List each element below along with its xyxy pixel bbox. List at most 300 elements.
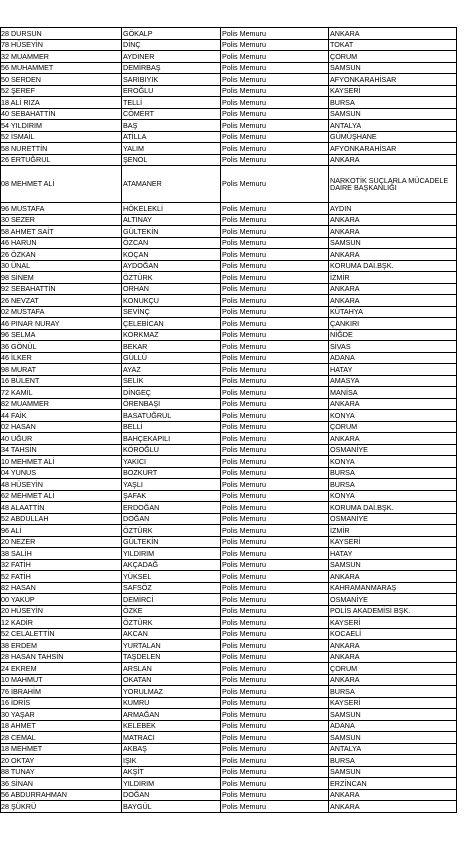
name-cell: 08 MEHMET ALİ: [1, 166, 122, 203]
unit-cell: KOCAELİ: [329, 628, 457, 640]
table-row: [1, 651, 457, 663]
table-row: [1, 444, 457, 456]
surname-cell: BASATUĞRUL: [122, 410, 221, 422]
table-row: [1, 203, 457, 215]
surname-cell: ATAMANER: [122, 166, 221, 203]
table-row: [1, 375, 457, 387]
unit-cell: ANKARA: [329, 249, 457, 261]
unit-cell: ÇORUM: [329, 421, 457, 433]
surname-cell: TAŞDELEN: [122, 651, 221, 663]
unit-cell: HATAY: [329, 364, 457, 376]
table-body: [1, 28, 457, 813]
name-cell: 30 YAŞAR: [1, 709, 122, 721]
title-cell: Polis Memuru: [221, 732, 329, 744]
surname-cell: MATRACI: [122, 732, 221, 744]
surname-cell: ORHAN: [122, 283, 221, 295]
title-cell: Polis Memuru: [221, 51, 329, 63]
surname-cell: ARMAĞAN: [122, 709, 221, 721]
name-cell: 54 YILDIRIM: [1, 120, 122, 132]
table-row: [1, 226, 457, 238]
surname-cell: DEMİRBAŞ: [122, 62, 221, 74]
unit-cell: SAMSUN: [329, 732, 457, 744]
title-cell: Polis Memuru: [221, 559, 329, 571]
unit-cell: NİĞDE: [329, 329, 457, 341]
table-row: [1, 237, 457, 249]
unit-cell: İZMİR: [329, 272, 457, 284]
table-row: [1, 410, 457, 422]
unit-cell: KAYSERİ: [329, 697, 457, 709]
surname-cell: DOĞAN: [122, 789, 221, 801]
unit-cell: AFYONKARAHİSAR: [329, 143, 457, 155]
unit-cell: ADANA: [329, 352, 457, 364]
table-row: [1, 120, 457, 132]
surname-cell: YILDIRIM: [122, 778, 221, 790]
table-row: [1, 387, 457, 399]
unit-cell: HATAY: [329, 548, 457, 560]
title-cell: Polis Memuru: [221, 306, 329, 318]
name-cell: 58 AHMET SAİT: [1, 226, 122, 238]
title-cell: Polis Memuru: [221, 536, 329, 548]
name-cell: 30 SEZER: [1, 214, 122, 226]
name-cell: 18 AHMET: [1, 720, 122, 732]
unit-cell: KAYSERİ: [329, 617, 457, 629]
unit-cell: SAMSUN: [329, 559, 457, 571]
table-row: [1, 329, 457, 341]
name-cell: 26 ERTUĞRUL: [1, 154, 122, 166]
table-row: [1, 214, 457, 226]
unit-cell: AMASYA: [329, 375, 457, 387]
name-cell: 18 ALİ RIZA: [1, 97, 122, 109]
table-row: [1, 479, 457, 491]
title-cell: Polis Memuru: [221, 525, 329, 537]
title-cell: Polis Memuru: [221, 260, 329, 272]
unit-cell: ANTALYA: [329, 120, 457, 132]
name-cell: 30 ÜNAL: [1, 260, 122, 272]
name-cell: 40 UĞUR: [1, 433, 122, 445]
unit-cell: ADANA: [329, 720, 457, 732]
surname-cell: IŞIK: [122, 755, 221, 767]
table-row: [1, 686, 457, 698]
title-cell: Polis Memuru: [221, 166, 329, 203]
table-row: [1, 467, 457, 479]
title-cell: Polis Memuru: [221, 74, 329, 86]
table-row: [1, 559, 457, 571]
title-cell: Polis Memuru: [221, 154, 329, 166]
title-cell: Polis Memuru: [221, 743, 329, 755]
surname-cell: ÇELEBİCAN: [122, 318, 221, 330]
unit-cell: ANKARA: [329, 295, 457, 307]
name-cell: 18 MEHMET: [1, 743, 122, 755]
table-row: [1, 295, 457, 307]
surname-cell: KOÇAN: [122, 249, 221, 261]
title-cell: Polis Memuru: [221, 789, 329, 801]
surname-cell: BELLİ: [122, 421, 221, 433]
unit-cell: KORUMA DAİ.BŞK.: [329, 260, 457, 272]
name-cell: 88 TUNAY: [1, 766, 122, 778]
unit-cell: SAMSUN: [329, 709, 457, 721]
surname-cell: ŞAFAK: [122, 490, 221, 502]
table-row: [1, 743, 457, 755]
name-cell: 28 ŞÜKRÜ: [1, 801, 122, 813]
surname-cell: DEMİRCİ: [122, 594, 221, 606]
surname-cell: AKBAŞ: [122, 743, 221, 755]
unit-cell: TOKAT: [329, 39, 457, 51]
name-cell: 28 CEMAL: [1, 732, 122, 744]
title-cell: Polis Memuru: [221, 85, 329, 97]
surname-cell: AKCAN: [122, 628, 221, 640]
unit-cell: ANKARA: [329, 283, 457, 295]
surname-cell: AYDOĞAN: [122, 260, 221, 272]
unit-cell: AYDIN: [329, 203, 457, 215]
surname-cell: OKATAN: [122, 674, 221, 686]
table-row: [1, 306, 457, 318]
surname-cell: ÖZCAN: [122, 237, 221, 249]
title-cell: Polis Memuru: [221, 801, 329, 813]
title-cell: Polis Memuru: [221, 283, 329, 295]
unit-cell: ANKARA: [329, 433, 457, 445]
name-cell: 82 HASAN: [1, 582, 122, 594]
title-cell: Polis Memuru: [221, 582, 329, 594]
surname-cell: BAŞ: [122, 120, 221, 132]
table-row: [1, 352, 457, 364]
unit-cell: AFYONKARAHİSAR: [329, 74, 457, 86]
surname-cell: CÖMERT: [122, 108, 221, 120]
name-cell: 38 SALİH: [1, 548, 122, 560]
surname-cell: DOĞAN: [122, 513, 221, 525]
title-cell: Polis Memuru: [221, 502, 329, 514]
table-row: [1, 74, 457, 86]
surname-cell: SARIBIYIK: [122, 74, 221, 86]
name-cell: 92 SEBAHATTİN: [1, 283, 122, 295]
table-row: [1, 594, 457, 606]
title-cell: Polis Memuru: [221, 766, 329, 778]
name-cell: 50 SERDEN: [1, 74, 122, 86]
table-row: [1, 398, 457, 410]
table-row: [1, 28, 457, 40]
title-cell: Polis Memuru: [221, 755, 329, 767]
unit-cell: KÜTAHYA: [329, 306, 457, 318]
title-cell: Polis Memuru: [221, 548, 329, 560]
unit-cell: SİVAS: [329, 341, 457, 353]
surname-cell: BAHÇEKAPILI: [122, 433, 221, 445]
title-cell: Polis Memuru: [221, 410, 329, 422]
table-row: [1, 571, 457, 583]
name-cell: 56 ABDURRAHMAN: [1, 789, 122, 801]
surname-cell: ÖRENBAŞI: [122, 398, 221, 410]
title-cell: Polis Memuru: [221, 329, 329, 341]
surname-cell: DİNÇ: [122, 39, 221, 51]
unit-cell: ANKARA: [329, 674, 457, 686]
surname-cell: ÖZTÜRK: [122, 617, 221, 629]
name-cell: 20 OKTAY: [1, 755, 122, 767]
title-cell: Polis Memuru: [221, 709, 329, 721]
unit-cell: ANKARA: [329, 789, 457, 801]
unit-cell: KONYA: [329, 410, 457, 422]
unit-cell: OSMANİYE: [329, 444, 457, 456]
name-cell: 98 SİNEM: [1, 272, 122, 284]
name-cell: 96 MUSTAFA: [1, 203, 122, 215]
surname-cell: ÖZTÜRK: [122, 272, 221, 284]
unit-cell: POLİS AKADEMİSİ BŞK.: [329, 605, 457, 617]
unit-cell: MANİSA: [329, 387, 457, 399]
name-cell: 52 ABDULLAH: [1, 513, 122, 525]
surname-cell: SEVİNÇ: [122, 306, 221, 318]
title-cell: Polis Memuru: [221, 272, 329, 284]
unit-cell: ÇANKIRI: [329, 318, 457, 330]
table-row: [1, 605, 457, 617]
unit-cell: ANKARA: [329, 154, 457, 166]
table-row: [1, 617, 457, 629]
table-row: [1, 272, 457, 284]
name-cell: 28 HASAN TAHSİN: [1, 651, 122, 663]
title-cell: Polis Memuru: [221, 513, 329, 525]
name-cell: 34 TAHSİN: [1, 444, 122, 456]
title-cell: Polis Memuru: [221, 663, 329, 675]
personnel-table: [0, 27, 457, 813]
title-cell: Polis Memuru: [221, 352, 329, 364]
title-cell: Polis Memuru: [221, 674, 329, 686]
surname-cell: ŞENOL: [122, 154, 221, 166]
unit-cell: BURSA: [329, 97, 457, 109]
title-cell: Polis Memuru: [221, 364, 329, 376]
name-cell: 00 YAKUP: [1, 594, 122, 606]
unit-cell: GÜMÜŞHANE: [329, 131, 457, 143]
name-cell: 38 ERDEM: [1, 640, 122, 652]
title-cell: Polis Memuru: [221, 467, 329, 479]
name-cell: 28 DURSUN: [1, 28, 122, 40]
name-cell: 52 FATİH: [1, 571, 122, 583]
name-cell: 56 MUHAMMET: [1, 62, 122, 74]
surname-cell: YORULMAZ: [122, 686, 221, 698]
unit-cell: KONYA: [329, 456, 457, 468]
name-cell: 40 SEBAHATTİN: [1, 108, 122, 120]
name-cell: 02 MUSTAFA: [1, 306, 122, 318]
title-cell: Polis Memuru: [221, 594, 329, 606]
name-cell: 46 HARUN: [1, 237, 122, 249]
unit-cell: BURSA: [329, 686, 457, 698]
title-cell: Polis Memuru: [221, 62, 329, 74]
unit-cell: SAMSUN: [329, 237, 457, 249]
table-row: [1, 525, 457, 537]
unit-cell: KORUMA DAİ.BŞK.: [329, 502, 457, 514]
title-cell: Polis Memuru: [221, 203, 329, 215]
table-row: [1, 766, 457, 778]
name-cell: 04 YUNUS: [1, 467, 122, 479]
name-cell: 20 HÜSEYİN: [1, 605, 122, 617]
name-cell: 58 NURETTİN: [1, 143, 122, 155]
surname-cell: AKŞİT: [122, 766, 221, 778]
surname-cell: ARSLAN: [122, 663, 221, 675]
unit-cell: ANKARA: [329, 651, 457, 663]
unit-cell: ANKARA: [329, 28, 457, 40]
unit-cell: KAHRAMANMARAŞ: [329, 582, 457, 594]
surname-cell: KÖROĞLU: [122, 444, 221, 456]
table-row: [1, 166, 457, 203]
name-cell: 10 MAHMUT: [1, 674, 122, 686]
title-cell: Polis Memuru: [221, 640, 329, 652]
surname-cell: YÜKSEL: [122, 571, 221, 583]
name-cell: 26 NEVZAT: [1, 295, 122, 307]
unit-cell: ANKARA: [329, 226, 457, 238]
unit-cell: ANKARA: [329, 801, 457, 813]
surname-cell: TELLİ: [122, 97, 221, 109]
name-cell: 52 ŞEREF: [1, 85, 122, 97]
name-cell: 32 FATİH: [1, 559, 122, 571]
surname-cell: YAKICI: [122, 456, 221, 468]
unit-cell: NARKOTİK SUÇLARLA MÜCADELE DAİRE BAŞKANLIĞI: [329, 166, 457, 203]
surname-cell: BAYGÜL: [122, 801, 221, 813]
surname-cell: KONUKÇU: [122, 295, 221, 307]
table-row: [1, 548, 457, 560]
surname-cell: DİNGEÇ: [122, 387, 221, 399]
title-cell: Polis Memuru: [221, 375, 329, 387]
unit-cell: KONYA: [329, 490, 457, 502]
title-cell: Polis Memuru: [221, 398, 329, 410]
name-cell: 36 SİNAN: [1, 778, 122, 790]
title-cell: Polis Memuru: [221, 479, 329, 491]
title-cell: Polis Memuru: [221, 120, 329, 132]
surname-cell: YALIM: [122, 143, 221, 155]
name-cell: 32 MUAMMER: [1, 51, 122, 63]
unit-cell: ANTALYA: [329, 743, 457, 755]
table-row: [1, 433, 457, 445]
table-row: [1, 131, 457, 143]
surname-cell: YURTALAN: [122, 640, 221, 652]
surname-cell: ATİLLA: [122, 131, 221, 143]
title-cell: Polis Memuru: [221, 108, 329, 120]
title-cell: Polis Memuru: [221, 143, 329, 155]
name-cell: 72 KAMİL: [1, 387, 122, 399]
title-cell: Polis Memuru: [221, 249, 329, 261]
name-cell: 82 MUAMMER: [1, 398, 122, 410]
name-cell: 26 ÖZKAN: [1, 249, 122, 261]
surname-cell: SELİK: [122, 375, 221, 387]
table-row: [1, 640, 457, 652]
surname-cell: ERDOĞAN: [122, 502, 221, 514]
title-cell: Polis Memuru: [221, 421, 329, 433]
name-cell: 16 BÜLENT: [1, 375, 122, 387]
table-row: [1, 108, 457, 120]
unit-cell: BURSA: [329, 479, 457, 491]
table-row: [1, 341, 457, 353]
surname-cell: AYAZ: [122, 364, 221, 376]
title-cell: Polis Memuru: [221, 318, 329, 330]
title-cell: Polis Memuru: [221, 444, 329, 456]
title-cell: Polis Memuru: [221, 387, 329, 399]
name-cell: 10 MEHMET ALİ: [1, 456, 122, 468]
table-row: [1, 582, 457, 594]
unit-cell: ANKARA: [329, 214, 457, 226]
table-row: [1, 536, 457, 548]
surname-cell: YAŞLI: [122, 479, 221, 491]
unit-cell: ANKARA: [329, 640, 457, 652]
title-cell: Polis Memuru: [221, 237, 329, 249]
table-row: [1, 778, 457, 790]
title-cell: Polis Memuru: [221, 697, 329, 709]
unit-cell: İZMİR: [329, 525, 457, 537]
name-cell: 48 ALAATTİN: [1, 502, 122, 514]
name-cell: 98 MURAT: [1, 364, 122, 376]
title-cell: Polis Memuru: [221, 456, 329, 468]
surname-cell: KUMRU: [122, 697, 221, 709]
unit-cell: BURSA: [329, 467, 457, 479]
name-cell: 44 FAİK: [1, 410, 122, 422]
surname-cell: BOZKURT: [122, 467, 221, 479]
name-cell: 48 HÜSEYİN: [1, 479, 122, 491]
title-cell: Polis Memuru: [221, 214, 329, 226]
surname-cell: ÖZKE: [122, 605, 221, 617]
unit-cell: OSMANİYE: [329, 513, 457, 525]
title-cell: Polis Memuru: [221, 617, 329, 629]
table-row: [1, 502, 457, 514]
table-row: [1, 801, 457, 813]
surname-cell: SAFSÖZ: [122, 582, 221, 594]
title-cell: Polis Memuru: [221, 720, 329, 732]
unit-cell: ÇORUM: [329, 663, 457, 675]
unit-cell: SAMSUN: [329, 766, 457, 778]
unit-cell: SAMSUN: [329, 108, 457, 120]
table-row: [1, 789, 457, 801]
surname-cell: GÖKALP: [122, 28, 221, 40]
title-cell: Polis Memuru: [221, 28, 329, 40]
table-row: [1, 283, 457, 295]
name-cell: 46 İLKER: [1, 352, 122, 364]
table-row: [1, 513, 457, 525]
title-cell: Polis Memuru: [221, 651, 329, 663]
table-row: [1, 249, 457, 261]
title-cell: Polis Memuru: [221, 686, 329, 698]
unit-cell: KAYSERİ: [329, 85, 457, 97]
title-cell: Polis Memuru: [221, 571, 329, 583]
title-cell: Polis Memuru: [221, 131, 329, 143]
table-row: [1, 709, 457, 721]
name-cell: 52 İSMAİL: [1, 131, 122, 143]
surname-cell: AYDINER: [122, 51, 221, 63]
title-cell: Polis Memuru: [221, 226, 329, 238]
surname-cell: HÖKELEKLİ: [122, 203, 221, 215]
table-row: [1, 456, 457, 468]
table-row: [1, 697, 457, 709]
surname-cell: EROĞLU: [122, 85, 221, 97]
surname-cell: ÖZTÜRK: [122, 525, 221, 537]
title-cell: Polis Memuru: [221, 778, 329, 790]
table-row: [1, 51, 457, 63]
table-row: [1, 720, 457, 732]
table-row: [1, 260, 457, 272]
name-cell: 96 SELMA: [1, 329, 122, 341]
surname-cell: GÜLLÜ: [122, 352, 221, 364]
table-row: [1, 85, 457, 97]
table-row: [1, 97, 457, 109]
name-cell: 20 NEZER: [1, 536, 122, 548]
surname-cell: KELEBEK: [122, 720, 221, 732]
name-cell: 24 EKREM: [1, 663, 122, 675]
table-row: [1, 62, 457, 74]
table-row: [1, 39, 457, 51]
name-cell: 78 HÜSEYİN: [1, 39, 122, 51]
unit-cell: ANKARA: [329, 398, 457, 410]
table-row: [1, 318, 457, 330]
table-row: [1, 663, 457, 675]
title-cell: Polis Memuru: [221, 39, 329, 51]
table-row: [1, 755, 457, 767]
unit-cell: KAYSERİ: [329, 536, 457, 548]
surname-cell: GÜLTEKİN: [122, 536, 221, 548]
name-cell: 52 CELALETTİN: [1, 628, 122, 640]
table-row: [1, 154, 457, 166]
surname-cell: ALTINAY: [122, 214, 221, 226]
surname-cell: AKÇADAĞ: [122, 559, 221, 571]
